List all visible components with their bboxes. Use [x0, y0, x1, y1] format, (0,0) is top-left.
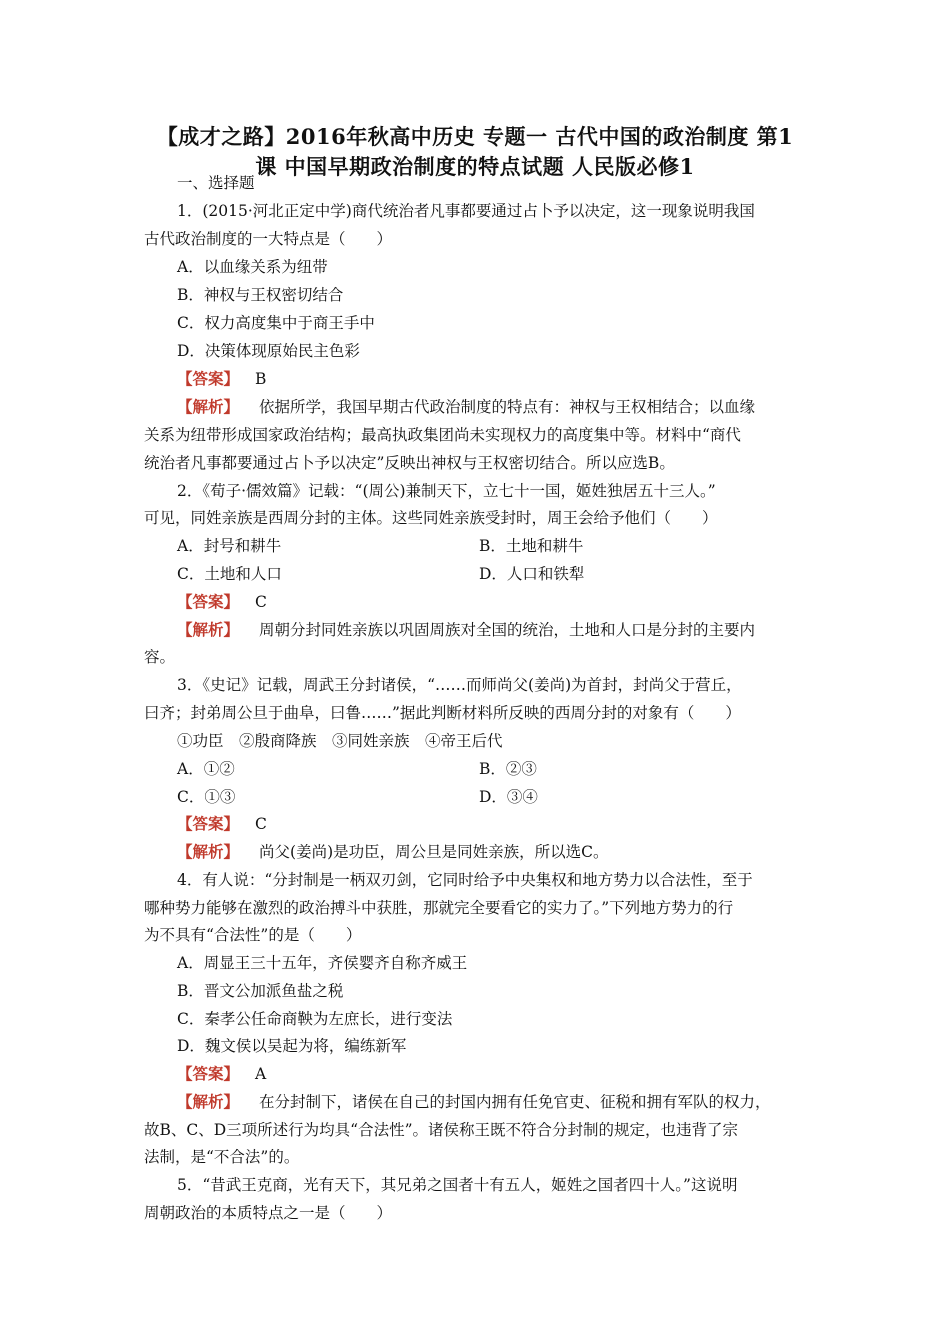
- analysis-tag: 【解析】: [177, 397, 240, 416]
- q3-explanation-text-1: 尚父(姜尚)是功臣，周公旦是同姓亲族，所以选C。: [259, 843, 609, 861]
- q1-option-a: A．以血缘关系为纽带: [177, 258, 328, 276]
- q1-option-d: D．决策体现原始民主色彩: [177, 342, 360, 360]
- q4-explanation-text-1: 在分封制下，诸侯在自己的封国内拥有任免官吏、征税和拥有军队的权力，: [259, 1093, 771, 1111]
- q3-option-a: A．①②: [177, 760, 235, 778]
- q3-answer-line: [177, 813, 267, 835]
- q1-stem-line-1: 1．(2015·河北正定中学)商代统治者凡事都要通过占卜予以决定，这一现象说明我国: [177, 202, 755, 220]
- answer-tag: 【答案】: [177, 1064, 240, 1083]
- q2-answer-line: [177, 591, 267, 613]
- q2-explanation-line-1: [177, 619, 755, 641]
- analysis-tag: 【解析】: [177, 1092, 240, 1111]
- q2-stem-line-1: 2．《荀子·儒效篇》记载：“(周公)兼制天下，立七十一国，姬姓独居五十三人。”: [177, 482, 716, 500]
- q3-option-d: D．③④: [479, 788, 538, 806]
- q4-stem-line-1: 4．有人说：“分封制是一柄双刃剑，它同时给予中央集权和地方势力以合法性，至于: [177, 871, 753, 889]
- title-line-1: 【成才之路】2016年秋高中历史 专题一 古代中国的政治制度 第1: [156, 124, 794, 149]
- answer-tag: 【答案】: [177, 369, 240, 388]
- q1-answer: B: [255, 370, 267, 388]
- q3-stem-line-2: 曰齐；封弟周公旦于曲阜，曰鲁……”据此判断材料所反映的西周分封的对象有（ ）: [144, 704, 741, 722]
- analysis-tag: 【解析】: [177, 842, 240, 861]
- q1-answer-line: [177, 368, 266, 390]
- q5-stem-line-2: 周朝政治的本质特点之一是（ ）: [144, 1204, 393, 1222]
- q3-stem-line-1: 3．《史记》记载，周武王分封诸侯，“……而师尚父(姜尚)为首封，封尚父于营丘，: [177, 676, 742, 694]
- q3-numbered-options: ①功臣 ②殷商降族 ③同姓亲族 ④帝王后代: [177, 732, 503, 750]
- q2-option-b: B．土地和耕牛: [479, 537, 584, 555]
- q3-answer: C: [255, 815, 267, 833]
- q4-option-a: A．周显王三十五年，齐侯婴齐自称齐威王: [177, 954, 468, 972]
- q1-explanation-line-1: [177, 396, 755, 418]
- answer-tag: 【答案】: [177, 592, 240, 611]
- q2-option-d: D．人口和铁犁: [479, 565, 585, 583]
- q4-answer: A: [255, 1065, 267, 1083]
- q2-explanation-line-2: 容。: [144, 648, 176, 666]
- q2-explanation-text-1: 周朝分封同姓亲族以巩固周族对全国的统治，土地和人口是分封的主要内: [259, 621, 756, 639]
- q1-option-c: C．权力高度集中于商王手中: [177, 314, 375, 332]
- q1-explanation-line-2: 关系为纽带形成国家政治结构；最高执政集团尚未实现权力的高度集中等。材料中“商代: [144, 426, 741, 444]
- q4-explanation-line-1: [177, 1091, 771, 1113]
- q4-option-b: B．晋文公加派鱼盐之税: [177, 982, 344, 1000]
- q3-explanation-line-1: [177, 841, 608, 863]
- answer-tag: 【答案】: [177, 814, 240, 833]
- q4-stem-line-2: 哪种势力能够在激烈的政治搏斗中获胜，那就完全要看它的实力了。”下列地方势力的行: [144, 899, 734, 917]
- q4-explanation-line-3: 法制，是“不合法”的。: [144, 1148, 300, 1166]
- q5-stem-line-1: 5．“昔武王克商，光有天下，其兄弟之国者十有五人，姬姓之国者四十人。”这说明: [177, 1176, 738, 1194]
- q1-explanation-text-1: 依据所学，我国早期古代政治制度的特点有：神权与王权相结合；以血缘: [259, 398, 756, 416]
- q2-option-a: A．封号和耕牛: [177, 537, 282, 555]
- q1-stem-line-2: 古代政治制度的一大特点是（ ）: [144, 230, 393, 248]
- q2-option-c: C．土地和人口: [177, 565, 282, 583]
- q1-option-b: B．神权与王权密切结合: [177, 286, 344, 304]
- q2-answer: C: [255, 593, 267, 611]
- q4-option-c: C．秦孝公任命商鞅为左庶长，进行变法: [177, 1010, 453, 1028]
- q2-stem-line-2: 可见，同姓亲族是西周分封的主体。这些同姓亲族受封时，周王会给予他们（ ）: [144, 509, 718, 527]
- title-line-2: 课 中国早期政治制度的特点试题 人民版必修1: [255, 154, 695, 179]
- q3-option-b: B．②③: [479, 760, 537, 778]
- q4-option-d: D．魏文侯以吴起为将，编练新军: [177, 1037, 407, 1055]
- q4-answer-line: [177, 1063, 266, 1085]
- section-heading: 一、选择题: [177, 174, 255, 192]
- q3-option-c: C．①③: [177, 788, 236, 806]
- analysis-tag: 【解析】: [177, 620, 240, 639]
- q4-explanation-line-2: 故B、C、D三项所述行为均具“合法性”。诸侯称王既不符合分封制的规定，也违背了宗: [144, 1121, 739, 1139]
- q1-explanation-line-3: 统治者凡事都要通过占卜予以决定”反映出神权与王权密切结合。所以应选B。: [144, 454, 675, 472]
- q4-stem-line-3: 为不具有“合法性”的是（ ）: [144, 926, 362, 944]
